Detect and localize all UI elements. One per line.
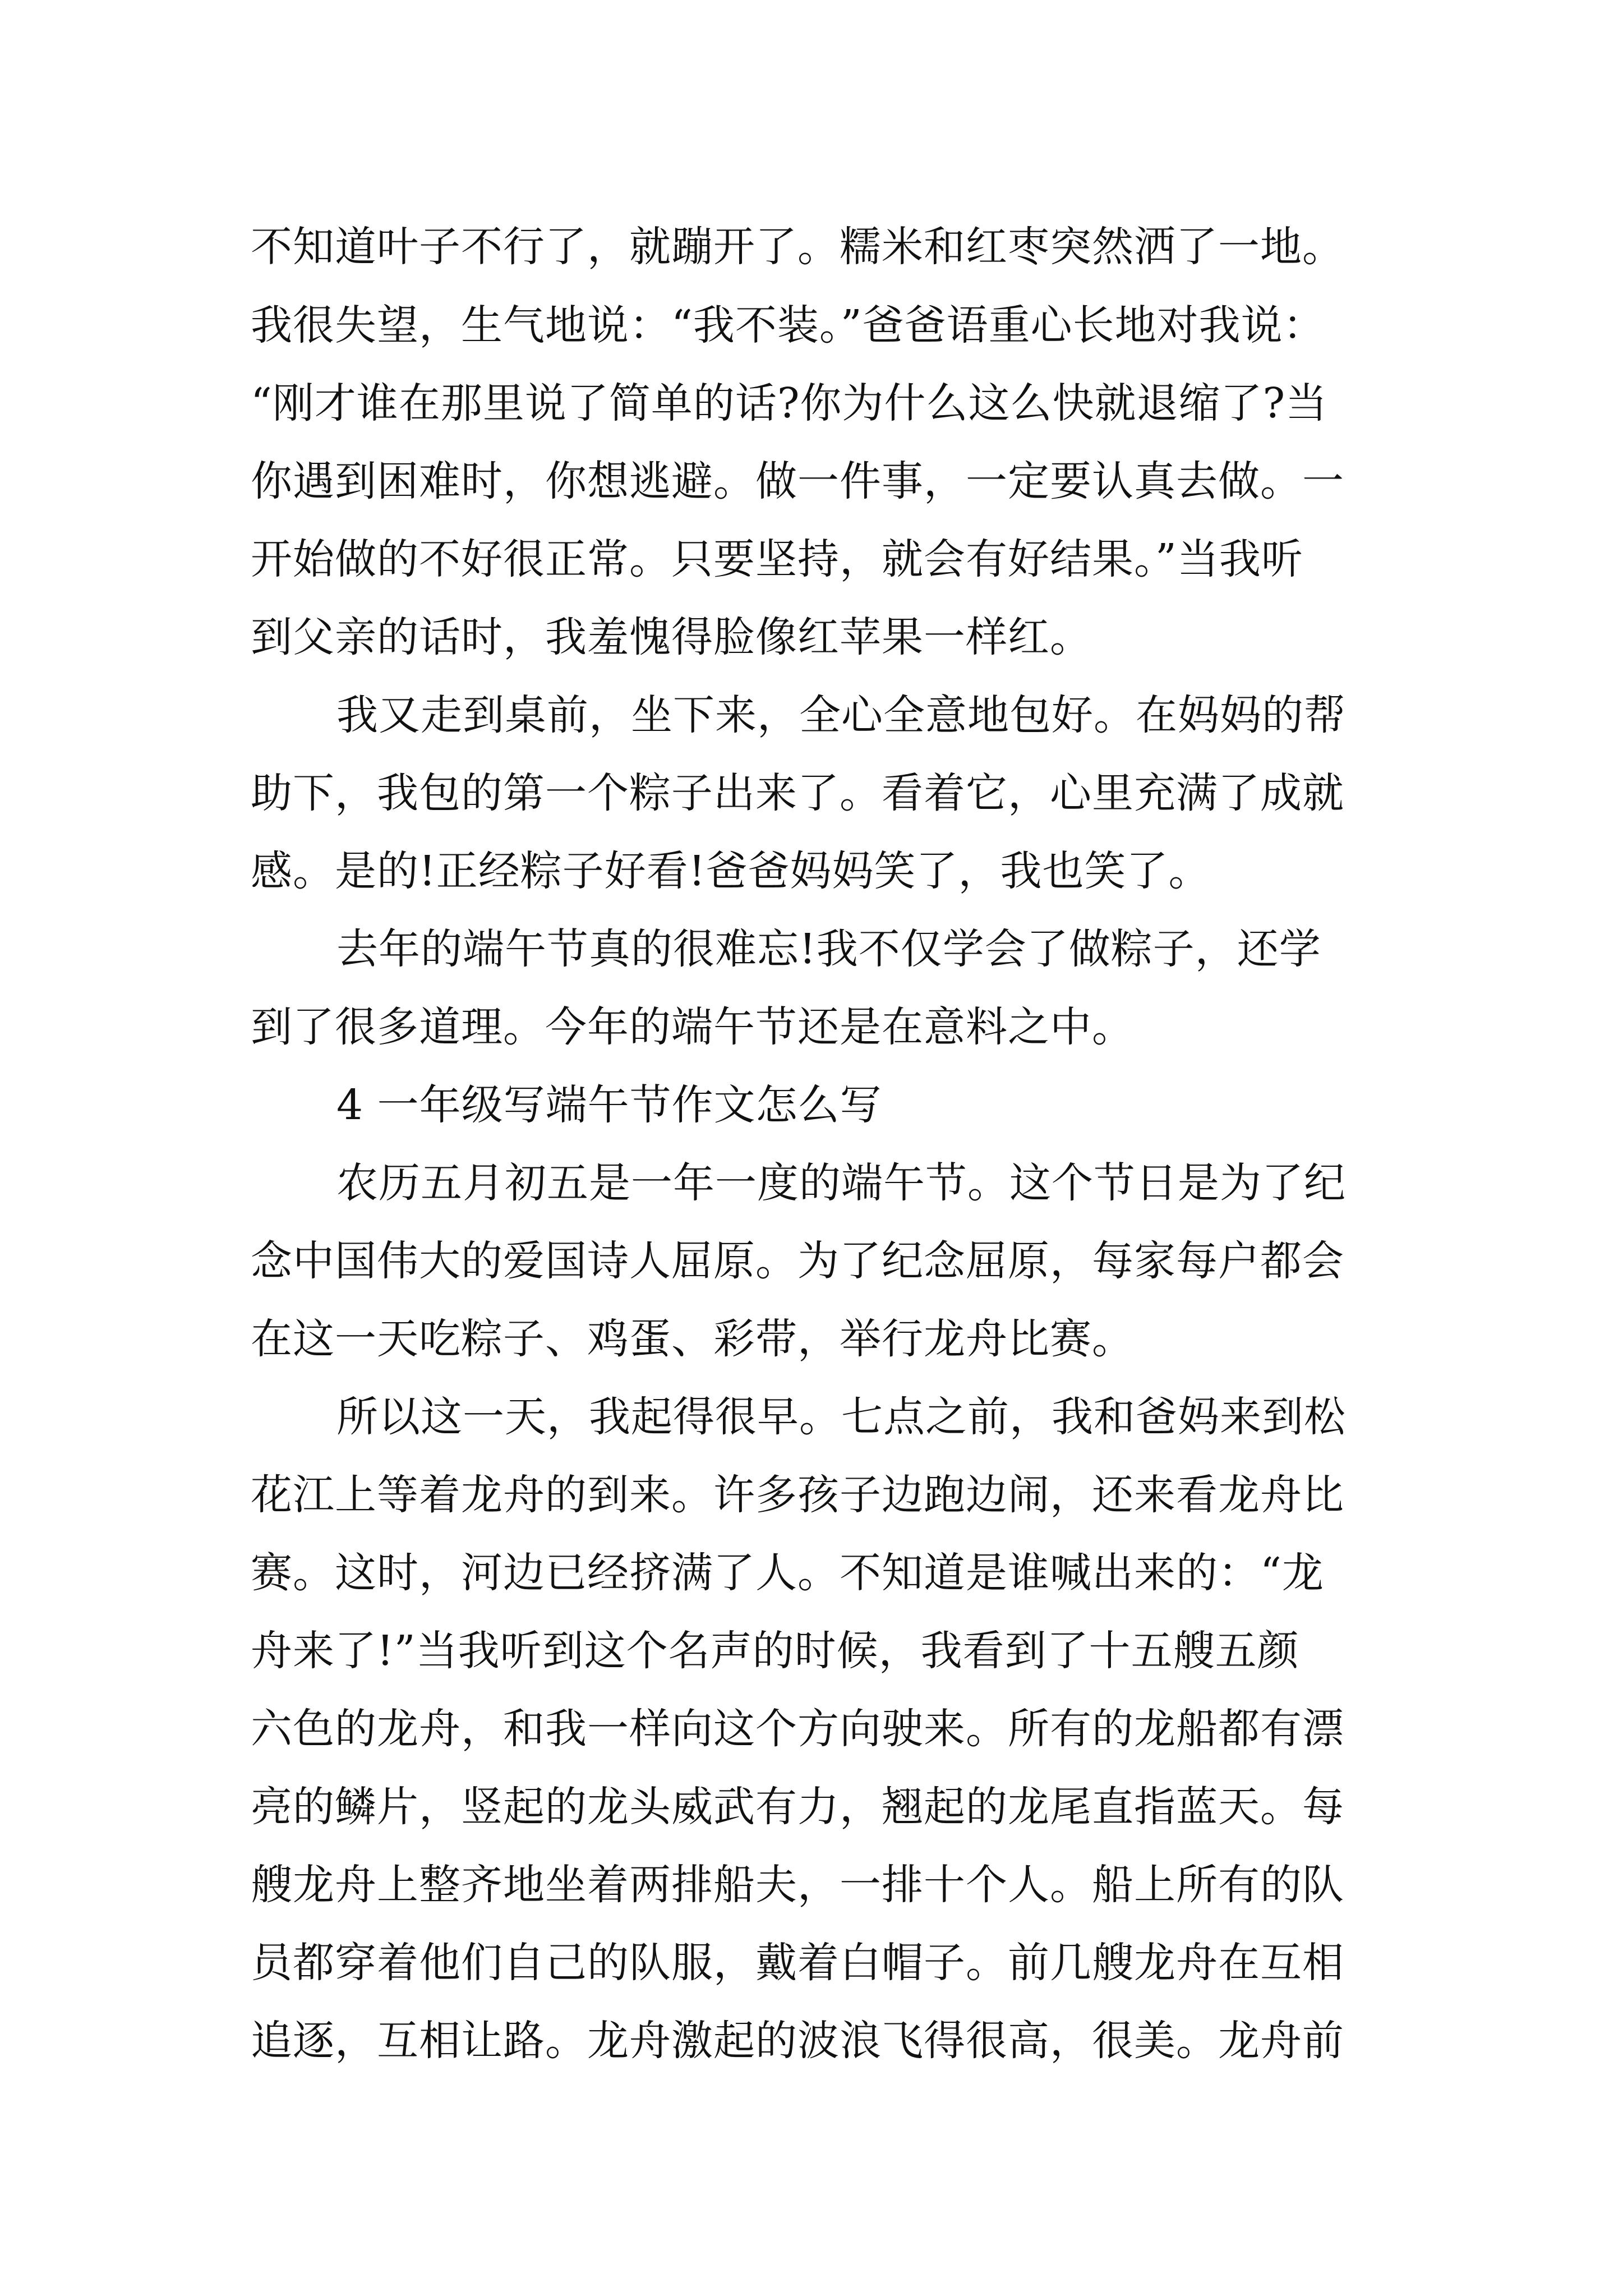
text-line: 追逐，互相让路。龙舟激起的波浪飞得很高，很美。龙舟前 [251,2017,1344,2065]
text-line: 六色的龙舟，和我一样向这个方向驶来。所有的龙船都有漂 [251,1705,1344,1753]
text-line: 我很失望，生气地说：“我不装。”爸爸语重心长地对我说： [251,301,1325,349]
text-line: 员都穿着他们自己的队服，戴着白帽子。前几艘龙舟在互相 [251,1939,1344,1987]
text-line: 开始做的不好很正常。只要坚持，就会有好结果。”当我听 [251,535,1303,583]
paragraph-start-line: 去年的端午节真的很难忘!我不仅学会了做粽子，还学 [336,925,1321,973]
text-line: “刚才谁在那里说了简单的话?你为什么这么快就退缩了?当 [251,379,1328,427]
text-line: 在这一天吃粽子、鸡蛋、彩带，举行龙舟比赛。 [251,1315,1134,1363]
section-heading: 4 一年级写端午节作文怎么写 [336,1081,882,1129]
text-line: 助下，我包的第一个粽子出来了。看着它，心里充满了成就 [251,769,1344,817]
text-line: 到了很多道理。今年的端午节还是在意料之中。 [251,1003,1134,1051]
text-line: 念中国伟大的爱国诗人屈原。为了纪念屈原，每家每户都会 [251,1237,1344,1285]
text-line: 花江上等着龙舟的到来。许多孩子边跑边闹，还来看龙舟比 [251,1471,1344,1519]
text-line: 艘龙舟上整齐地坐着两排船夫，一排十个人。船上所有的队 [251,1861,1344,1909]
paragraph-start-line: 我又走到桌前，坐下来，全心全意地包好。在妈妈的帮 [336,691,1346,739]
text-line: 你遇到困难时，你想逃避。做一件事，一定要认真去做。一 [251,457,1344,505]
paragraph-start-line: 农历五月初五是一年一度的端午节。这个节日是为了纪 [336,1159,1346,1207]
paragraph-start-line: 所以这一天，我起得很早。七点之前，我和爸妈来到松 [336,1393,1346,1441]
text-line: 亮的鳞片，竖起的龙头威武有力，翘起的龙尾直指蓝天。每 [251,1783,1344,1831]
text-line: 到父亲的话时，我羞愧得脸像红苹果一样红。 [251,613,1092,661]
text-line: 感。是的!正经粽子好看!爸爸妈妈笑了，我也笑了。 [251,847,1211,895]
text-line: 舟来了!”当我听到这个名声的时候，我看到了十五艘五颜 [251,1627,1299,1675]
text-line: 赛。这时，河边已经挤满了人。不知道是谁喊出来的：“龙 [251,1549,1324,1597]
text-line: 不知道叶子不行了，就蹦开了。糯米和红枣突然洒了一地。 [251,223,1344,271]
